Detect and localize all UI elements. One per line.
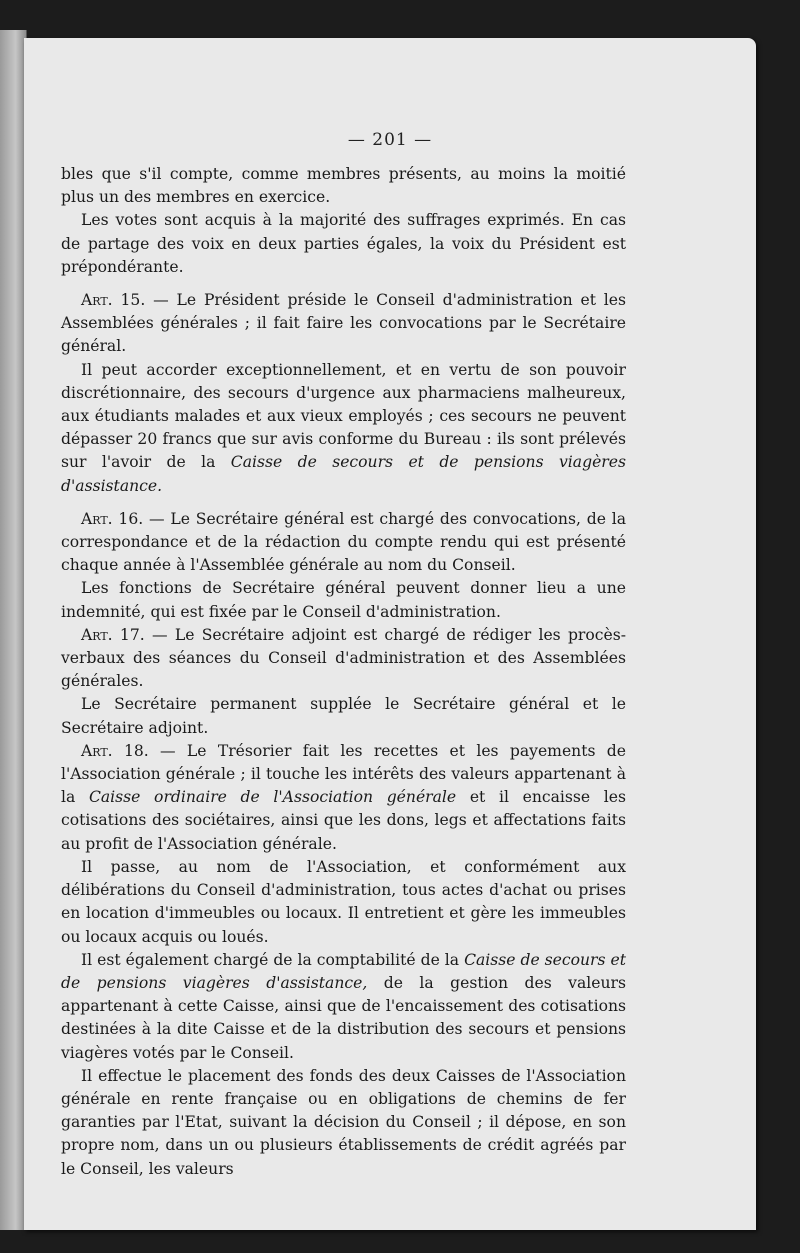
- paragraph-text: Il peut accorder exceptionnellement, et en vertu de son pouvoir discrétionnaire, des secours d'urgence aux pharmaciens malheureux, aux étudiants malades et aux vieux employés ; ces secours ne peuvent dépasser 20 francs que sur avis conforme du Bureau : ils sont prélevés sur l'avoir de la: [61, 360, 626, 472]
- paragraph: [61, 577, 626, 623]
- paragraph-text: et il encaisse les cotisations des sociétaires, ainsi que les dons, legs et affectations faits au profit de l'Association générale.: [61, 788, 626, 853]
- paragraph-text: bles que s'il compte, comme membres présents, au moins la moitié plus un des membres en exercice.: [61, 165, 626, 207]
- paragraph: [61, 209, 626, 279]
- paragraph: [61, 1065, 626, 1181]
- paragraph: [61, 949, 626, 1065]
- article-heading: Art. 17.: [81, 625, 152, 644]
- paragraph: [61, 508, 626, 578]
- book-page: [24, 38, 756, 1230]
- paragraph: [61, 359, 626, 498]
- paragraph-text: — Le Secrétaire adjoint est chargé de rédiger les procès-verbaux des séances du Conseil d'administration et des Assemblées générales.: [61, 625, 627, 691]
- paragraph-text: de la gestion des valeurs appartenant à cette Caisse, ainsi que de l'encaissement des cotisations destinées à la dite Caisse et de la distribution des secours et pensions viagères votés par le Conseil.: [61, 973, 626, 1062]
- paragraph-text: Il passe, au nom de l'Association, et conformément aux délibérations du Conseil d'administration, tous actes d'achat ou prises en location d'immeubles ou locaux. Il entretient et gère les immeubles ou locaux acquis ou loués.: [61, 857, 626, 946]
- paragraph: [61, 624, 626, 694]
- paragraph-text: — Le Secrétaire général est chargé des convocations, de la correspondance et de la rédaction du compte rendu qui est présenté chaque année à l'Assemblée générale au nom du Conseil.: [61, 509, 626, 575]
- article-heading: Art. 15.: [81, 291, 154, 310]
- italic-text: Caisse de secours et de pensions viagères d'assistance.: [61, 453, 626, 495]
- paragraph-text: Les votes sont acquis à la majorité des suffrages exprimés. En cas de partage des voix en deux parties égales, la voix du Président est prépondérante.: [61, 211, 626, 276]
- previous-page-edge: [0, 30, 27, 1230]
- paragraph-text: — Le Président préside le Conseil d'administration et les Assemblées générales ; il fait faire les convocations par le Secrétaire général.: [61, 291, 627, 356]
- paragraph: [61, 856, 626, 949]
- italic-text: Caisse de secours et de pensions viagères d'assistance,: [61, 950, 626, 992]
- paragraph-text: Le Secrétaire permanent supplée le Secrétaire général et le Secrétaire adjoint.: [61, 695, 626, 737]
- italic-text: Caisse ordinaire de l'Association générale: [88, 788, 457, 807]
- article-heading: Art. 18.: [81, 741, 161, 760]
- paragraph-text: Il effectue le placement des fonds des deux Caisses de l'Association générale en rente française ou en obligations de chemins de fer garanties par l'Etat, suivant la décision du Conseil ; il dépose, en son propre nom, dans un ou plusieurs établissements de crédit agréés par le Conseil, les valeurs: [61, 1066, 626, 1178]
- paragraph-text: Les fonctions de Secrétaire général peuvent donner lieu a une indemnité, qui est fixée par le Conseil d'administration.: [61, 579, 626, 621]
- paragraph-text: — Le Trésorier fait les recettes et les payements de l'Association générale ; il touche les intérêts des valeurs appartenant à la: [61, 741, 627, 807]
- paragraph: [61, 693, 626, 739]
- paragraph: [61, 740, 626, 856]
- paragraph: [61, 289, 626, 359]
- page-number: — 201 —: [347, 130, 433, 150]
- paragraph: [61, 163, 626, 209]
- paragraph-text: Il est également chargé de la comptabilité de la: [81, 950, 465, 969]
- page-body-text: [61, 163, 626, 1181]
- article-heading: Art. 16.: [81, 509, 150, 528]
